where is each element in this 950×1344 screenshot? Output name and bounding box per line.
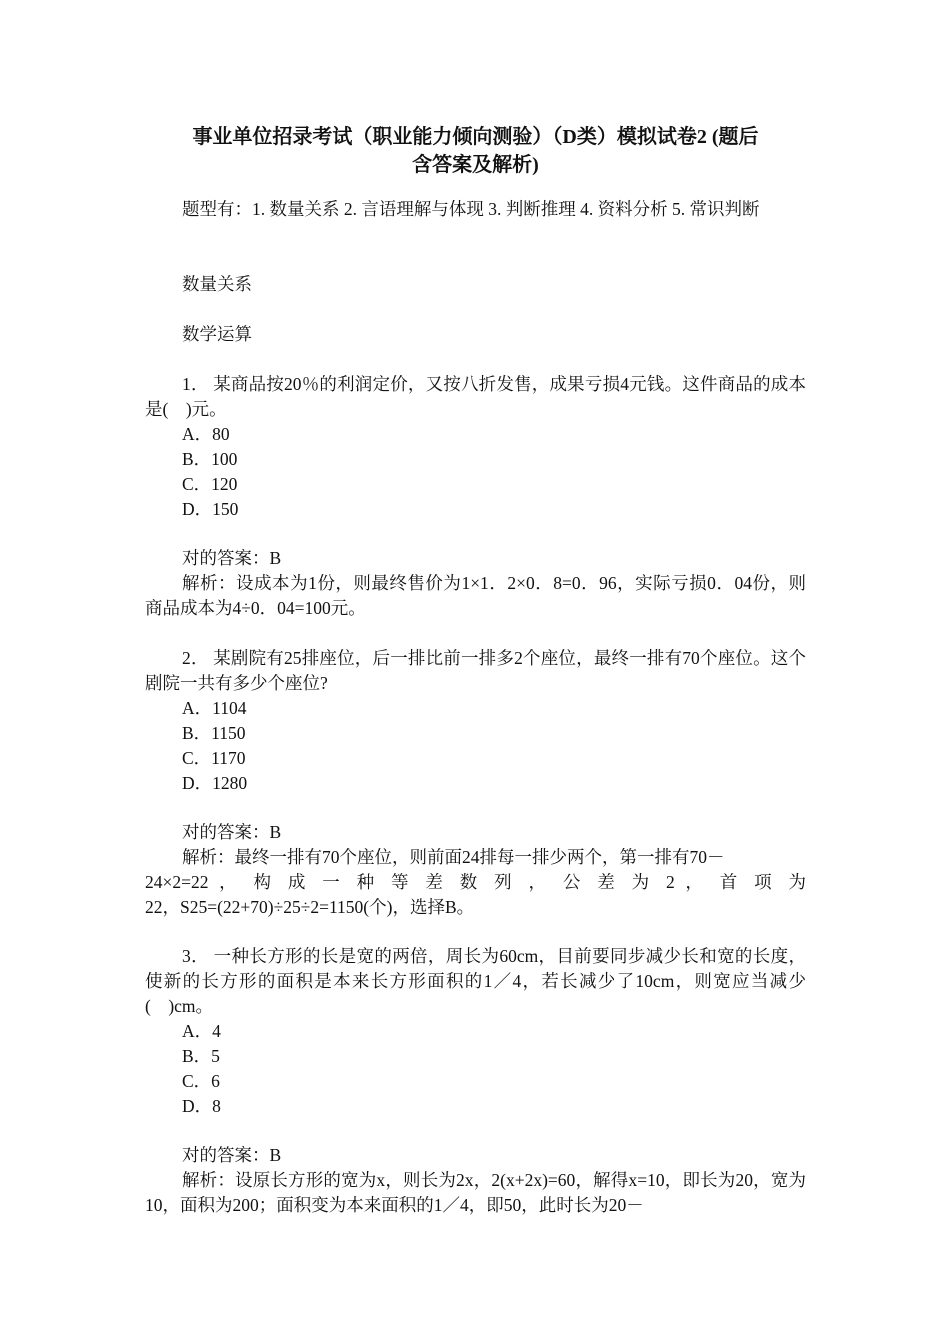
answer-block-3	[145, 1143, 806, 1218]
answer-text: 对的答案：B	[182, 822, 282, 842]
option-a: A．1104	[182, 698, 247, 718]
answer-block-2	[145, 820, 806, 920]
option-a: A．4	[182, 1021, 221, 1041]
question-2	[145, 646, 806, 796]
answer-block-1	[145, 546, 806, 621]
question-stem: 3． 一种长方形的长是宽的两倍，周长为60cm，目前要同步减少长和宽的长度，使新的长方形的面积是本来长方形面积的1／4，若长减少了10cm，则宽应当减少( )cm。	[145, 946, 806, 1016]
question-3	[145, 944, 806, 1119]
question-stem: 1． 某商品按20％的利润定价，又按八折发售，成果亏损4元钱。这件商品的成本是( )元。	[145, 374, 806, 419]
analysis-text: 解析：设原长方形的宽为x，则长为2x，2(x+2x)=60，解得x=10，即长为20，宽为10，面积为200；面积变为本来面积的1／4，即50，此时长为20－	[145, 1170, 806, 1215]
answer-text: 对的答案：B	[182, 1145, 282, 1165]
section-heading: 数量关系	[182, 274, 252, 294]
option-c: C．1170	[182, 748, 246, 768]
option-c: C．120	[182, 474, 238, 494]
title-line-2: 含答案及解析)	[412, 154, 539, 176]
option-a: A．80	[182, 424, 230, 444]
question-types-intro: 题型有：1. 数量关系 2. 言语理解与体现 3. 判断推理 4. 资料分析 5. 常识判断	[182, 199, 760, 219]
analysis-line-2: 24×2=22 ， 构 成 一 种 等 差 数 列 ， 公 差 为 2 ， 首 项 为	[145, 872, 806, 892]
subsection-heading: 数学运算	[182, 324, 252, 344]
question-stem: 2． 某剧院有25排座位，后一排比前一排多2个座位，最终一排有70个座位。这个剧院一共有多少个座位?	[145, 648, 806, 693]
option-d: D．1280	[182, 773, 248, 793]
option-d: D．8	[182, 1096, 221, 1116]
title-line-1: 事业单位招录考试（职业能力倾向测验）（D类）模拟试卷2 (题后	[192, 126, 759, 148]
option-b: B．1150	[182, 723, 246, 743]
answer-text: 对的答案：B	[182, 548, 282, 568]
option-b: B．5	[182, 1046, 220, 1066]
analysis-line-3: 22，S25=(22+70)÷25÷2=1150(个)，选择B。	[145, 897, 475, 917]
option-b: B．100	[182, 449, 238, 469]
analysis-line-1: 解析：最终一排有70个座位，则前面24排每一排少两个，第一排有70－	[182, 847, 725, 867]
document-title	[145, 123, 806, 179]
option-d: D．150	[182, 499, 239, 519]
analysis-text: 解析：设成本为1份，则最终售价为1×1．2×0．8=0．96，实际亏损0．04份，则商品成本为4÷0．04=100元。	[145, 573, 806, 618]
question-1	[145, 372, 806, 522]
option-c: C．6	[182, 1071, 220, 1091]
